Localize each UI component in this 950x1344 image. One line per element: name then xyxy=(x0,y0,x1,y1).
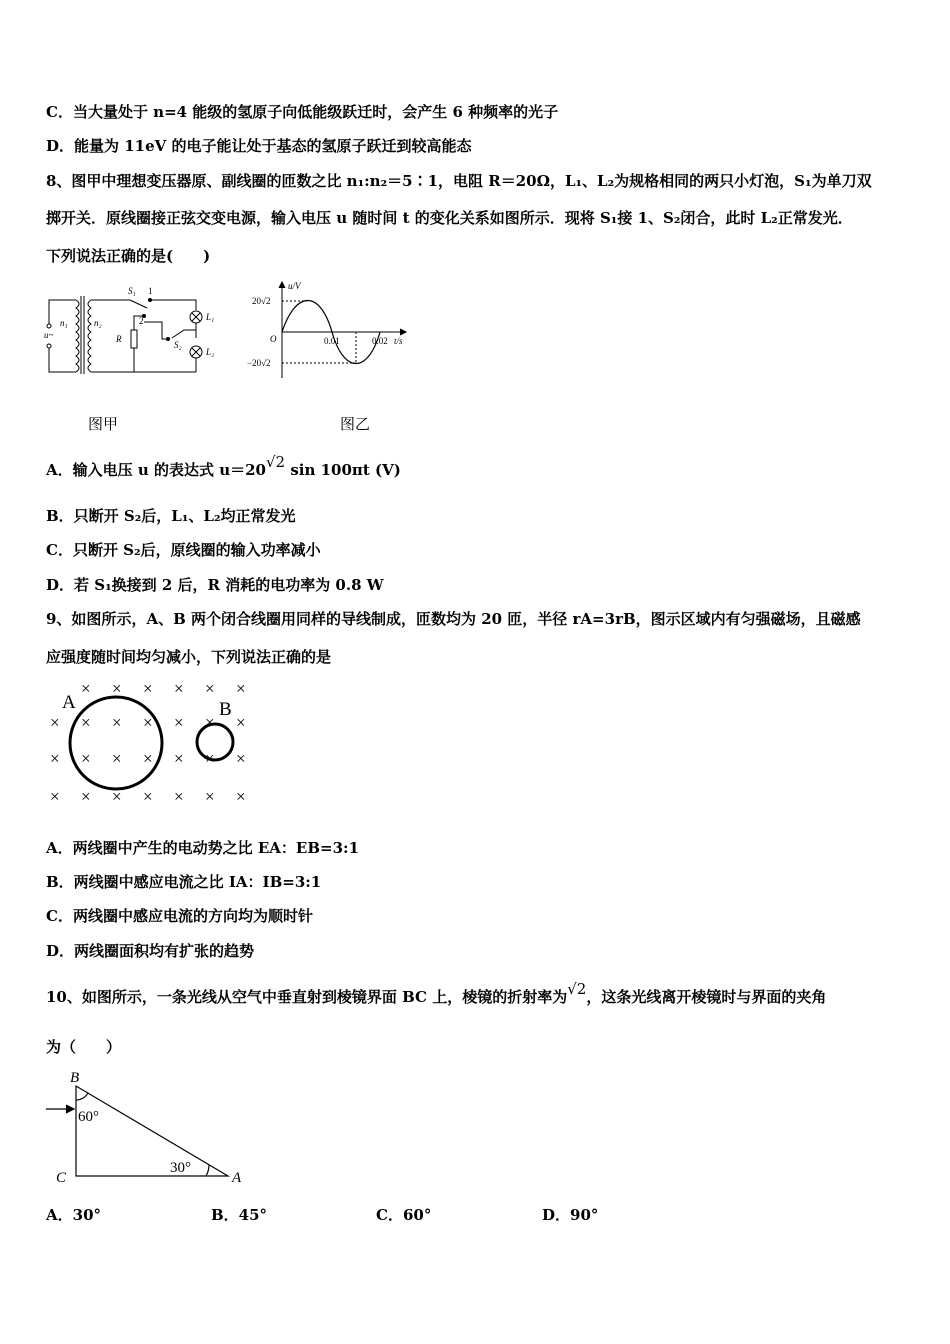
label-l1: L₁ xyxy=(206,312,215,322)
q8-option-c: C．只断开 S₂后，原线圈的输入功率减小 xyxy=(46,541,321,559)
field-cross-icon: × xyxy=(205,713,215,732)
q8-option-d: D．若 S₁换接到 2 后，R 消耗的电功率为 0.8 W xyxy=(46,576,384,594)
q9-stem-line2: 应强度随时间均匀减小，下列说法正确的是 xyxy=(46,648,332,666)
field-cross-icon: × xyxy=(81,679,91,698)
field-cross-icon: × xyxy=(205,749,215,768)
field-cross-icon: × xyxy=(236,787,246,806)
q8-stem-line2: 掷开关．原线圈接正弦交变电源，输入电压 u 随时间 t 的变化关系如图所示．现将 S₁接 1、S₂闭合，此时 L₂正常发光． xyxy=(46,209,853,227)
sqrt2-symbol: √2 xyxy=(266,453,286,471)
angle-30-label: 30° xyxy=(170,1160,191,1176)
label-n1: n₁ xyxy=(60,318,68,328)
q9-option-b: B．两线圈中感应电流之比 IA：IB=3:1 xyxy=(46,873,322,891)
vertex-label-a: A xyxy=(232,1170,242,1186)
axis-label-u: u/V xyxy=(288,281,301,291)
field-cross-icon: × xyxy=(81,713,91,732)
field-cross-icon: × xyxy=(50,713,60,732)
label-n2: n₂ xyxy=(94,318,102,328)
label-1: 1 xyxy=(148,286,153,296)
tick-top: 20√2 xyxy=(252,296,271,306)
q9-option-c: C．两线圈中感应电流的方向均为顺时针 xyxy=(46,907,313,925)
field-cross-icon: × xyxy=(236,679,246,698)
field-cross-icon: × xyxy=(143,787,153,806)
field-cross-icon: × xyxy=(112,713,122,732)
field-cross-icon: × xyxy=(174,749,184,768)
q10-stem-line1 xyxy=(46,980,827,1007)
field-cross-icon: × xyxy=(112,679,122,698)
field-cross-icon: × xyxy=(174,713,184,732)
axis-label-t: t/s xyxy=(394,336,403,346)
field-cross-icon: × xyxy=(143,679,153,698)
origin-label: O xyxy=(270,334,277,344)
q8-option-a-pre: A．输入电压 u 的表达式 u＝20 xyxy=(46,461,266,479)
label-u: u~ xyxy=(44,330,54,340)
q10-stem-line2: 为（ ） xyxy=(46,1038,122,1056)
field-cross-icon: × xyxy=(236,749,246,768)
tick-t2: 0.02 xyxy=(372,336,388,346)
label-l2: L₂ xyxy=(206,347,215,357)
q8-stem-line1: 8、图甲中理想变压器原、副线圈的匝数之比 n₁:n₂＝5∶1，电阻 R＝20Ω，L₁、L₂为规格相同的两只小灯泡，S₁为单刀双 xyxy=(46,172,872,190)
q9-option-d: D．两线圈面积均有扩张的趋势 xyxy=(46,942,255,960)
q10-stem-pre: 10、如图所示，一条光线从空气中垂直射到棱镜界面 BC 上，棱镜的折射率为 xyxy=(46,988,568,1006)
q8-stem-line3: 下列说法正确的是( ) xyxy=(46,247,211,265)
q10-stem-post: ，这条光线离开棱镜时与界面的夹角 xyxy=(586,988,827,1006)
field-cross-icon: × xyxy=(143,713,153,732)
q9-option-a: A．两线圈中产生的电动势之比 EA：EB=3:1 xyxy=(46,839,360,857)
q10-option-a: A．30° xyxy=(46,1206,102,1224)
tick-t1: 0.01 xyxy=(324,336,340,346)
field-cross-icon: × xyxy=(112,749,122,768)
magnetic-field-diagram xyxy=(44,676,258,810)
label-s1: S₁ xyxy=(128,286,136,296)
q10-option-d: D．90° xyxy=(542,1206,599,1224)
vertex-label-b: B xyxy=(70,1070,80,1086)
field-cross-icon: × xyxy=(174,787,184,806)
q10-option-b: B．45° xyxy=(211,1206,268,1224)
field-cross-icon: × xyxy=(143,749,153,768)
fig1-caption: 图甲 xyxy=(88,415,119,433)
voltage-graph xyxy=(244,280,414,380)
label-s2: S₂ xyxy=(174,340,182,350)
vertex-label-c: C xyxy=(56,1170,67,1186)
field-cross-icon: × xyxy=(205,679,215,698)
field-cross-icon: × xyxy=(81,787,91,806)
q7-option-c: C．当大量处于 n=4 能级的氢原子向低能级跃迁时，会产生 6 种频率的光子 xyxy=(46,103,559,121)
field-cross-icon: × xyxy=(50,787,60,806)
q7-option-d: D．能量为 11eV 的电子能让处于基态的氢原子跃迁到较高能态 xyxy=(46,137,472,155)
prism-diagram xyxy=(44,1066,254,1190)
label-2: 2 xyxy=(139,316,144,326)
field-cross-icon: × xyxy=(205,787,215,806)
field-cross-icon: × xyxy=(236,713,246,732)
angle-60-label: 60° xyxy=(78,1109,99,1125)
circuit-diagram xyxy=(44,282,234,382)
q8-option-b: B．只断开 S₂后，L₁、L₂均正常发光 xyxy=(46,507,296,525)
q9-stem-line1: 9、如图所示，A、B 两个闭合线圈用同样的导线制成，匝数均为 20 匝，半径 rA=3rB，图示区域内有匀强磁场，且磁感 xyxy=(46,610,861,628)
coil-label-b: B xyxy=(219,699,232,720)
field-cross-icon: × xyxy=(174,679,184,698)
coil-label-a: A xyxy=(62,692,76,713)
field-cross-icon: × xyxy=(81,749,91,768)
q10-option-c: C．60° xyxy=(376,1206,432,1224)
field-cross-icon: × xyxy=(112,787,122,806)
sqrt2-symbol: √2 xyxy=(567,980,587,998)
fig2-caption: 图乙 xyxy=(340,415,371,433)
q8-option-a-post: sin 100πt (V) xyxy=(290,461,401,479)
q8-option-a xyxy=(46,453,401,480)
field-cross-icon: × xyxy=(50,749,60,768)
tick-bottom: −20√2 xyxy=(247,358,271,368)
label-R: R xyxy=(116,334,122,344)
